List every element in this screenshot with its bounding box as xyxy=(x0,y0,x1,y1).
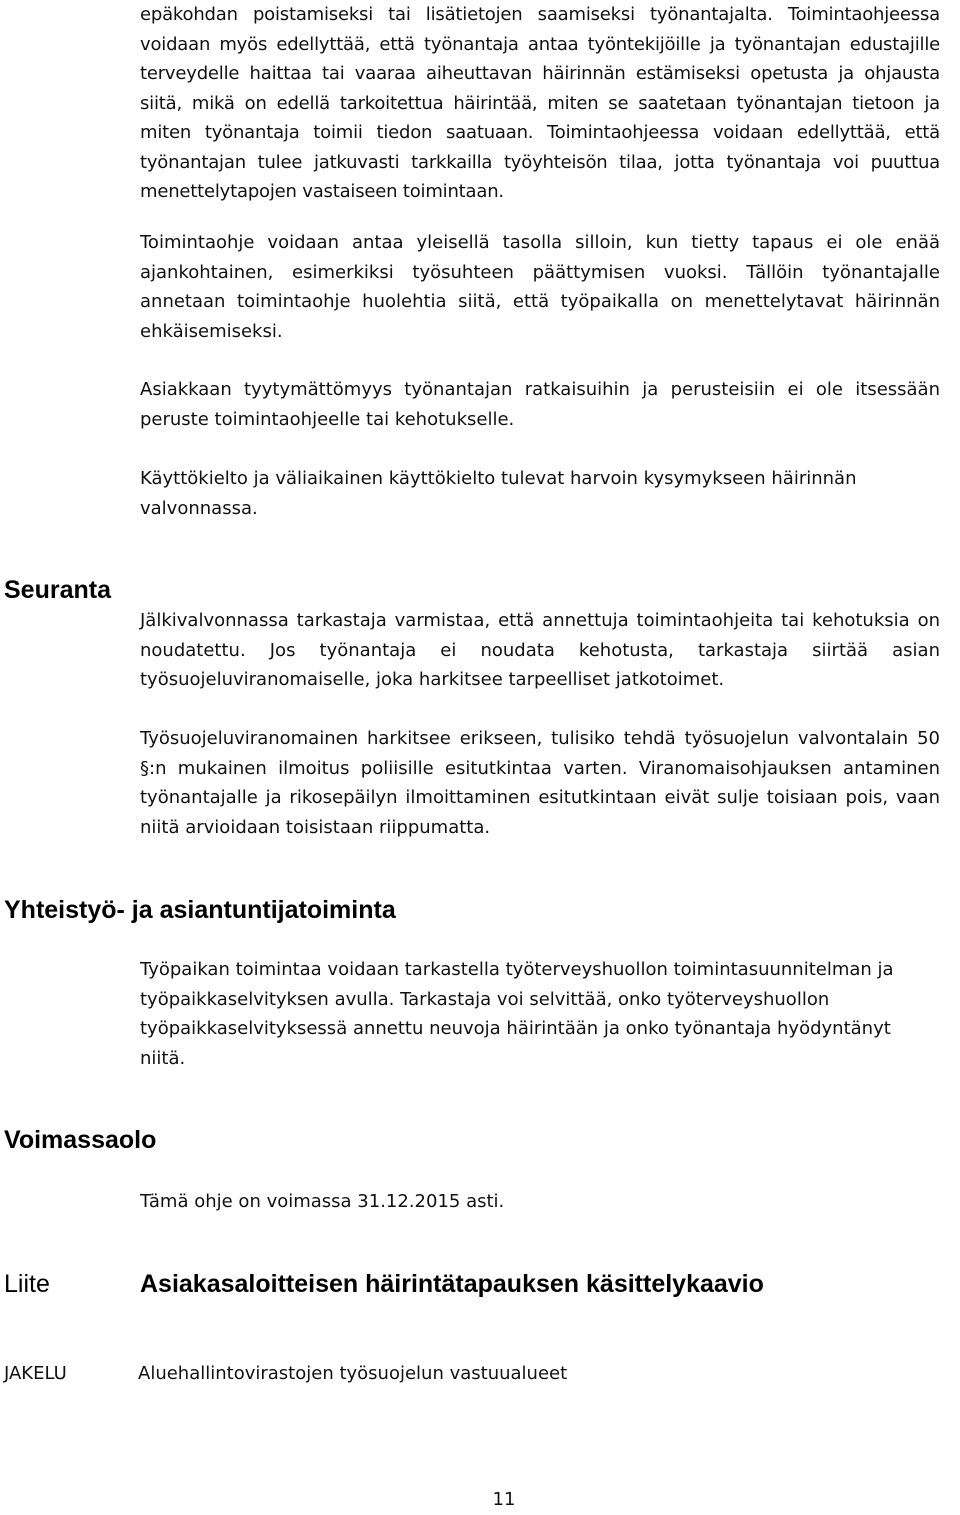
section-heading-seuranta: Seuranta xyxy=(4,576,111,604)
intro-paragraph-4: Käyttökielto ja väliaikainen käyttökielto tulevat harvoin kysymykseen häirinnän valvonnassa. xyxy=(140,468,857,519)
page-number: 11 xyxy=(492,1489,516,1510)
intro-paragraph-1: epäkohdan poistamiseksi tai lisätietojen saamiseksi työnantajalta. Toimintaohjeessa voidaan myös edellyttää, että työnantaja antaa työntekijöille ja työnantajan edustajille terveydelle haittaa tai vaaraa aiheuttavan häirinnän estämiseksi opetusta ja ohjausta siitä, mikä on edellä tarkoitettua häirintää, miten se saatetaan työnantajan tietoon ja miten työnantaja toimii tiedon saatuaan. Toimintaohjeessa voidaan edellyttää, että työnantajan tulee jatkuvasti tarkkailla työyhteisön tilaa, jotta työnantaja voi puuttua menettelytapojen vastaiseen toimintaan. xyxy=(140,4,940,202)
distribution-label: JAKELU xyxy=(4,1363,67,1384)
intro-paragraph-3: Asiakkaan tyytymättömyys työnantajan ratkaisuihin ja perusteisiin ei ole itsessään peruste toimintaohjeelle tai kehotukselle. xyxy=(140,379,940,430)
intro-paragraph-2: Toimintaohje voidaan antaa yleisellä tasolla silloin, kun tietty tapaus ei ole enää ajankohtainen, esimerkiksi työsuhteen päättymisen vuoksi. Tällöin työnantajalle annetaan toimintaohje huolehtia siitä, että työpaikalla on menettelytavat häirinnän ehkäisemiseksi. xyxy=(140,232,940,342)
section-heading-yhteistyo: Yhteistyö- ja asiantuntijatoiminta xyxy=(4,896,396,924)
yhteistyo-paragraph-1: Työpaikan toimintaa voidaan tarkastella työterveyshuollon toimintasuunnitelman ja työpaikkaselvityksen avulla. Tarkastaja voi selvittää, onko työterveyshuollon työpaikkaselvityksessä annettu neuvoja häirintään ja onko työnantaja hyödyntänyt niitä. xyxy=(140,959,894,1069)
seuranta-paragraph-1: Jälkivalvonnassa tarkastaja varmistaa, että annettuja toimintaohjeita tai kehotuksia on noudatettu. Jos työnantaja ei noudata kehotusta, tarkastaja siirtää asian työsuojeluviranomaiselle, joka harkitsee tarpeelliset jatkotoimet. xyxy=(140,610,940,690)
section-heading-voimassaolo: Voimassaolo xyxy=(4,1126,157,1154)
seuranta-paragraph-2: Työsuojeluviranomainen harkitsee erikseen, tulisiko tehdä työsuojelun valvontalain 50 §:n mukainen ilmoitus poliisille esitutkintaa varten. Viranomaisohjauksen antaminen työnantajalle ja rikosepäilyn ilmoittaminen esitutkintaan eivät sulje toisiaan pois, vaan niitä arvioidaan toisistaan riippumatta. xyxy=(140,728,940,838)
voimassaolo-paragraph-1: Tämä ohje on voimassa 31.12.2015 asti. xyxy=(140,1191,505,1212)
appendix-title: Asiakasaloitteisen häirintätapauksen käsittelykaavio xyxy=(140,1270,764,1298)
appendix-label: Liite xyxy=(4,1270,50,1298)
distribution-value: Aluehallintovirastojen työsuojelun vastuualueet xyxy=(138,1363,568,1384)
